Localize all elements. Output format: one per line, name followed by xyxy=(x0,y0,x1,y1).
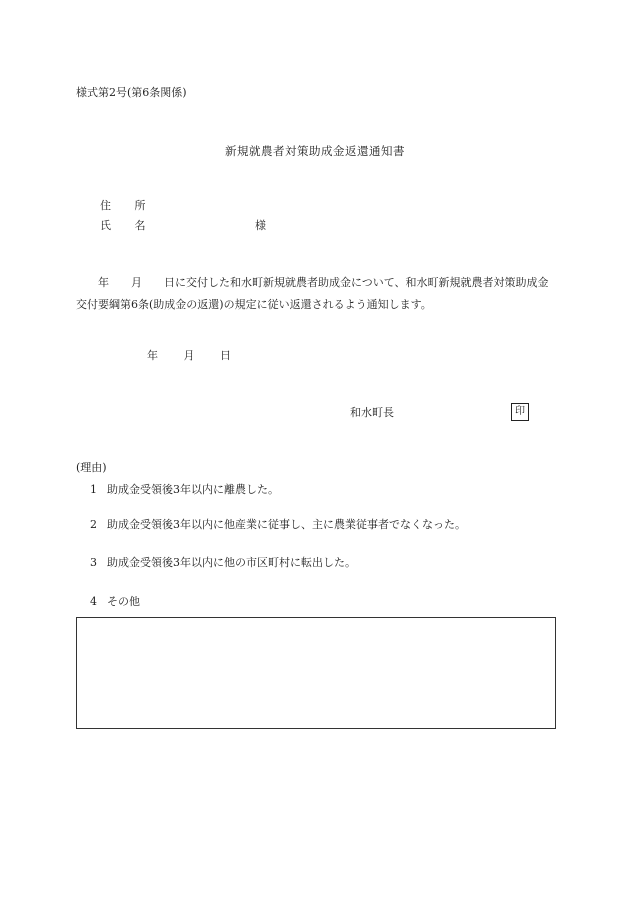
reason-item xyxy=(90,556,356,570)
reason-number: 4 xyxy=(90,595,97,608)
other-reason-box[interactable] xyxy=(76,617,556,729)
honorific: 様 xyxy=(255,219,266,232)
name-label: 氏 名 xyxy=(100,219,156,232)
reason-text: 助成金受領後3年以内に他の市区町村に転出した。 xyxy=(107,556,356,569)
address-label: 住 所 xyxy=(100,199,156,212)
reason-heading: (理由) xyxy=(76,461,107,474)
reason-number: 2 xyxy=(90,518,97,531)
reason-text: 助成金受領後3年以内に離農した。 xyxy=(107,483,279,496)
reason-item xyxy=(90,595,140,609)
notice-date: 年 月 日 xyxy=(147,349,231,362)
reason-text: 助成金受領後3年以内に他産業に従事し、主に農業従事者でなくなった。 xyxy=(107,518,466,531)
reason-item xyxy=(90,518,466,532)
document-title: 新規就農者対策助成金返還通知書 xyxy=(225,144,405,158)
issuer-name: 和水町長 xyxy=(350,406,394,419)
reason-number: 1 xyxy=(90,483,97,496)
reason-item xyxy=(90,483,279,497)
form-number: 様式第2号(第6条関係) xyxy=(76,86,187,99)
notice-body-text: 年 月 日に交付した和水町新規就農者助成金について、和水町新規就農者対策助成金交付要綱第6条(助成金の返還)の規定に従い返還されるよう通知します。 xyxy=(76,276,549,311)
reason-text: その他 xyxy=(107,595,140,608)
seal-mark: 印 xyxy=(511,403,529,421)
reason-number: 3 xyxy=(90,556,97,569)
